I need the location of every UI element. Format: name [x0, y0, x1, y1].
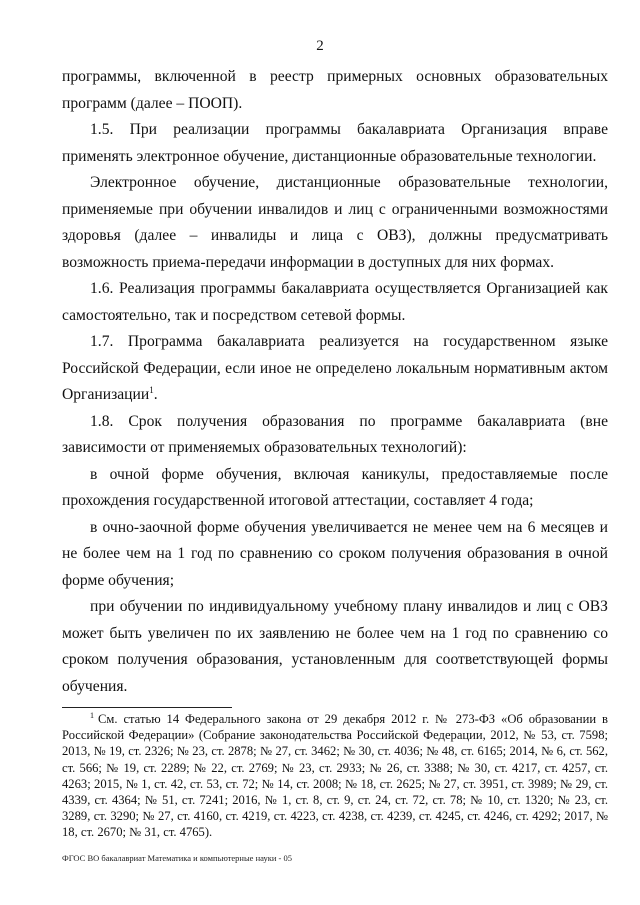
paragraph-1-7: 1.7. Программа бакалавриата реализуется на государственном языке Российской Федерации, если иное не определено локальным нормативным актом Организации$^1$.: [62, 333, 608, 403]
paragraph-1-6: 1.6. Реализация программы бакалавриата осуществляется Организацией как самостоятельно, так и посредством сетевой формы.: [62, 280, 608, 324]
paragraph-individual-plan: при обучении по индивидуальному учебному плану инвалидов и лиц с ОВЗ может быть увеличен по их заявлению не более чем на 1 год по сравнению со сроком получения образования, установленным для соответствующей формы обучения.: [62, 598, 608, 695]
paragraph-part-time: в очно-заочной форме обучения увеличивается не менее чем на 6 месяцев и не более чем на 1 год по сравнению со сроком получения образования в очной форме обучения;: [62, 518, 608, 589]
footnote-text: См. статью 14 Федерального закона от 29 декабря 2012 г. № 273-ФЗ «Об образовании в Российской Федерации» (Собрание законодательства Российской Федерации, 2012, № 53, ст. 7598; 2013, № 19, ст. 2326; № 23, ст. 2878; № 27, ст. 3462; № 30, ст. 4036; № 48, ст. 6165; 2014, № 6, ст. 562, ст. 566; № 19, ст. 2289; № 22, ст. 2769; № 23, ст. 2933; № 26, ст. 3388; № 30, ст. 4217, ст. 4257, ст. 4263; 2015, № 1, ст. 42, ст. 53, ст. 72; № 14, ст. 2008; № 18, ст. 2625; № 27, ст. 3951, ст. 3989; № 29, ст. 4339, ст. 4364; № 51, ст. 7241; 2016, № 1, ст. 8, ст. 9, ст. 24, ст. 72, ст. 78; № 10, ст. 1320; № 23, ст. 3289, ст. 3290; № 27, ст. 4160, ст. 4219, ст. 4223, ст. 4238, ст. 4239, ст. 4245, ст. 4246, ст. 4292; 2017, № 18, ст. 2670; № 31, ст. 4765).: [62, 712, 608, 840]
footnote-divider: [62, 707, 232, 708]
paragraph-ooop-continuation: программы, включенной в реестр примерных основных образовательных программ (далее – ПООП).: [62, 68, 608, 112]
footnote: [62, 711, 608, 841]
page-footer: ФГОС ВО бакалавриат Математика и компьютерные науки - 05: [62, 853, 292, 863]
paragraph-elearning-ovz: Электронное обучение, дистанционные образовательные технологии, применяемые при обучении инвалидов и лиц с ограниченными возможностями здоровья (далее – инвалиды и лица с ОВЗ), должны предусматривать возможность приема-передачи информации в доступных для них формах.: [62, 174, 608, 271]
paragraph-full-time: в очной форме обучения, включая каникулы, предоставляемые после прохождения государственной итоговой аттестации, составляет 4 года;: [62, 465, 608, 509]
footnote-reference: 1: [149, 384, 154, 395]
document-body: [62, 64, 608, 700]
paragraph-1-5: 1.5. При реализации программы бакалавриата Организация вправе применять электронное обучение, дистанционные образовательные технологии.: [62, 121, 608, 165]
paragraph-1-7-text: 1.7. Программа бакалавриата реализуется на государственном языке Российской Федерации, если иное не определено локальным нормативным актом Организации: [62, 333, 608, 403]
footnote-mark: 1: [90, 710, 94, 720]
paragraph-1-8: 1.8. Срок получения образования по программе бакалавриата (вне зависимости от применяемых образовательных технологий):: [62, 412, 608, 456]
page-number: 2: [316, 38, 324, 54]
